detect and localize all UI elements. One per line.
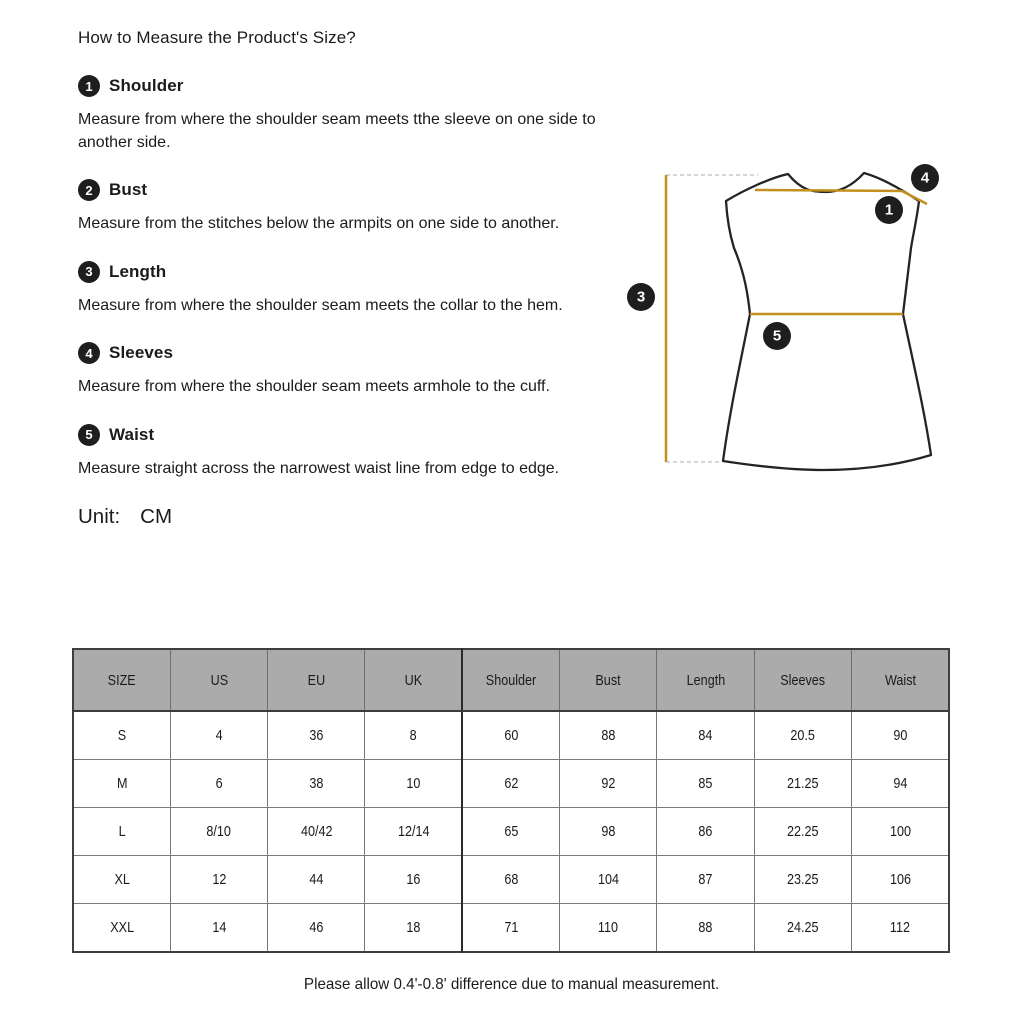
table-header-cell: US xyxy=(170,649,267,711)
table-cell: 14 xyxy=(170,904,267,953)
table-cell: 4 xyxy=(170,711,267,760)
measure-section xyxy=(78,75,618,154)
table-cell: 8/10 xyxy=(170,808,267,856)
table-cell: 112 xyxy=(852,904,949,953)
measure-section xyxy=(78,424,618,481)
table-header-cell: SIZE xyxy=(73,649,170,711)
section-heading xyxy=(78,179,618,201)
table-header-cell: EU xyxy=(268,649,365,711)
shoulder-measure-line xyxy=(755,190,902,191)
table-row xyxy=(73,856,949,904)
unit-label: Unit: xyxy=(78,505,121,528)
measure-sections xyxy=(78,75,618,480)
footer-note xyxy=(0,976,1024,994)
table-cell: 12/14 xyxy=(365,808,462,856)
unit-value: CM xyxy=(140,505,173,528)
step-number-badge: 4 xyxy=(78,342,100,364)
section-label: Bust xyxy=(109,180,148,199)
table-cell: 8 xyxy=(365,711,462,760)
section-description: Measure from the stitches below the armpits on one side to another. xyxy=(78,215,560,232)
table-cell: 106 xyxy=(852,856,949,904)
table-cell: 21.25 xyxy=(754,760,851,808)
table-cell: 40/42 xyxy=(268,808,365,856)
table-cell: 6 xyxy=(170,760,267,808)
section-heading xyxy=(78,261,618,283)
size-table xyxy=(72,648,950,953)
table-row xyxy=(73,904,949,953)
table-header-cell: Shoulder xyxy=(462,649,559,711)
measure-section xyxy=(78,179,618,236)
table-cell: 88 xyxy=(657,904,754,953)
table-row xyxy=(73,711,949,760)
unit-row xyxy=(78,505,618,529)
table-cell: 22.25 xyxy=(754,808,851,856)
table-cell: 10 xyxy=(365,760,462,808)
diagram-marker-number: 3 xyxy=(636,288,646,306)
table-cell: 65 xyxy=(462,808,559,856)
table-cell: 88 xyxy=(560,711,657,760)
table-row xyxy=(73,760,949,808)
garment-measurement-diagram xyxy=(618,150,968,490)
step-number-badge: 5 xyxy=(78,424,100,446)
measure-section xyxy=(78,342,618,399)
table-cell: 46 xyxy=(268,904,365,953)
table-cell: 23.25 xyxy=(754,856,851,904)
section-description: Measure from where the shoulder seam meets armhole to the cuff. xyxy=(78,378,550,395)
section-description: Measure from where the shoulder seam meets tthe sleeve on one side to another side. xyxy=(78,111,596,151)
table-header-cell: Bust xyxy=(560,649,657,711)
table-cell: 90 xyxy=(852,711,949,760)
table-cell: 44 xyxy=(268,856,365,904)
section-heading xyxy=(78,75,618,97)
table-cell: XL xyxy=(73,856,170,904)
table-cell: 36 xyxy=(268,711,365,760)
step-number-badge: 1 xyxy=(78,75,100,97)
table-cell: 60 xyxy=(462,711,559,760)
table-cell: 100 xyxy=(852,808,949,856)
table-cell: 62 xyxy=(462,760,559,808)
table-cell: 85 xyxy=(657,760,754,808)
diagram-marker-number: 5 xyxy=(772,327,782,345)
table-cell: 12 xyxy=(170,856,267,904)
table-cell: 71 xyxy=(462,904,559,953)
section-label: Shoulder xyxy=(109,76,184,95)
table-cell: 94 xyxy=(852,760,949,808)
section-label: Length xyxy=(109,261,167,281)
instructions-column xyxy=(78,28,618,529)
table-cell: L xyxy=(73,808,170,856)
footer-note-text: Please allow 0.4'-0.8' difference due to manual measurement. xyxy=(304,976,720,993)
section-description: Measure from where the shoulder seam meets the collar to the hem. xyxy=(78,296,563,314)
measure-section xyxy=(78,261,618,318)
table-row xyxy=(73,808,949,856)
table-cell: 98 xyxy=(560,808,657,856)
step-number-badge: 2 xyxy=(78,179,100,201)
size-table-body xyxy=(73,711,949,952)
table-header-cell: UK xyxy=(365,649,462,711)
table-header-cell: Waist xyxy=(852,649,949,711)
section-heading xyxy=(78,424,618,446)
table-cell: 104 xyxy=(560,856,657,904)
section-label: Waist xyxy=(109,424,155,444)
section-label: Sleeves xyxy=(109,343,174,362)
table-cell: 20.5 xyxy=(754,711,851,760)
table-cell: 110 xyxy=(560,904,657,953)
table-cell: XXL xyxy=(73,904,170,953)
table-cell: 38 xyxy=(268,760,365,808)
table-cell: 84 xyxy=(657,711,754,760)
table-header-cell: Length xyxy=(657,649,754,711)
table-cell: 16 xyxy=(365,856,462,904)
diagram-marker-number: 4 xyxy=(920,169,930,187)
table-cell: M xyxy=(73,760,170,808)
table-cell: 18 xyxy=(365,904,462,953)
diagram-marker-number: 1 xyxy=(884,201,894,219)
page-title: How to Measure the Product's Size? xyxy=(78,28,356,47)
table-cell: 68 xyxy=(462,856,559,904)
table-header-cell: Sleeves xyxy=(754,649,851,711)
section-description: Measure straight across the narrowest waist line from edge to edge. xyxy=(78,459,560,477)
table-header-row xyxy=(73,649,949,711)
table-cell: 87 xyxy=(657,856,754,904)
table-cell: 86 xyxy=(657,808,754,856)
size-table-header xyxy=(73,649,949,711)
table-cell: S xyxy=(73,711,170,760)
table-cell: 92 xyxy=(560,760,657,808)
step-number-badge: 3 xyxy=(78,261,100,283)
section-heading xyxy=(78,342,618,364)
table-cell: 24.25 xyxy=(754,904,851,953)
